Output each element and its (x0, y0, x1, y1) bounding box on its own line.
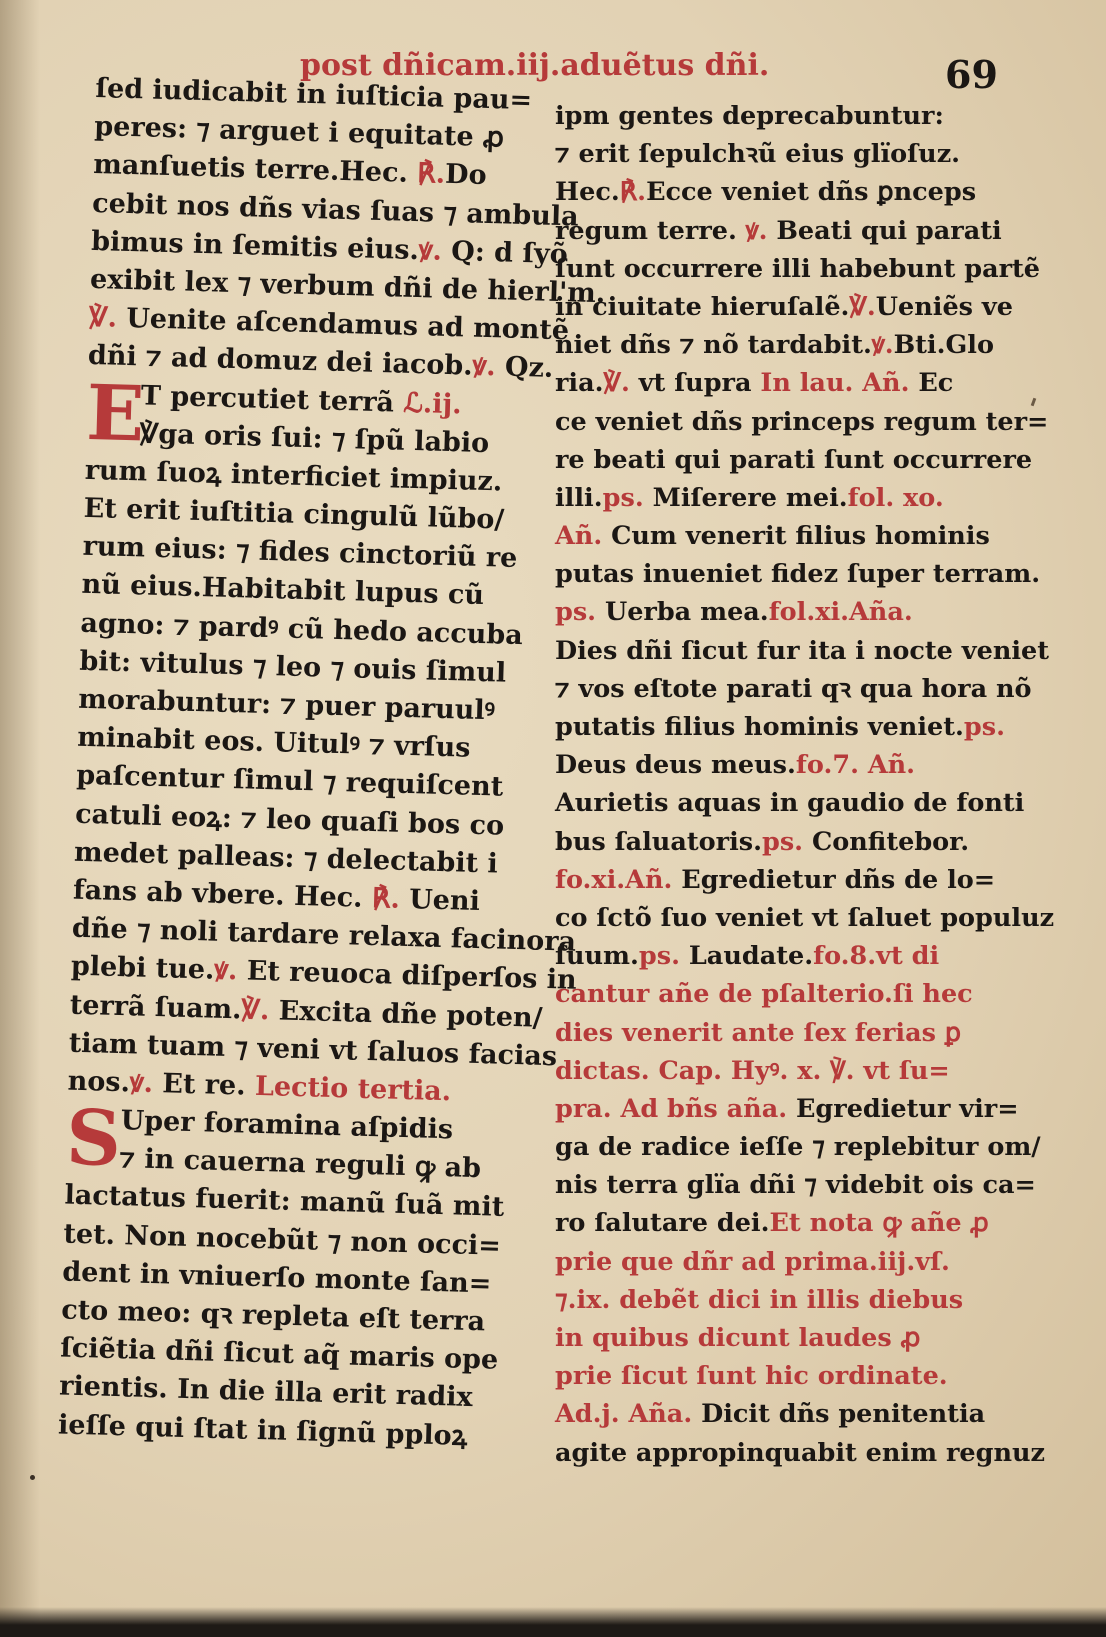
rubric-text: ℣. (603, 368, 630, 399)
body-text: tiam tuam ⁊ veni vt ſaluos facias (68, 1027, 558, 1072)
folio-number: 69 (945, 52, 998, 97)
text-line (555, 1395, 1005, 1433)
body-text: Et re. (152, 1067, 256, 1102)
body-text: Aurietis aquas in gaudio de fonti (555, 788, 1025, 819)
body-text: Dicit dñs penitentia (692, 1399, 986, 1430)
rubric-text: pra. Ad bñs aña. (555, 1093, 788, 1124)
body-text: regum terre. (555, 215, 746, 246)
rubric-text: ℟. (371, 882, 401, 915)
rubric-text: ℟. (416, 158, 446, 191)
rubric-text: Añ. (555, 521, 603, 552)
rubric-text: ps. (555, 597, 597, 628)
rubric-text: ℟. (619, 177, 647, 208)
body-text: Miſerere mei. (643, 482, 848, 513)
body-text: minabit eos. Uitulꝰ ⁊ vrſus (76, 721, 471, 764)
text-line (555, 632, 1050, 670)
text-line (555, 135, 1005, 173)
text-line (555, 1128, 1041, 1166)
body-text: ſed iudicabit in iuſticia pau= (95, 72, 533, 117)
rubric-text: dictas. Cap. Hyꝰ. x. ℣. vt ſu= (555, 1055, 950, 1086)
text-line (555, 97, 1005, 135)
body-text: ria. (555, 368, 604, 399)
body-text: ⁊ vos eſtote parati qꝛ qua hora nõ (555, 673, 1032, 704)
body-text: ro ſalutare dei. (555, 1208, 770, 1239)
text-line (555, 1434, 1046, 1472)
text-line (555, 746, 1005, 784)
text-line (555, 479, 1005, 517)
ink-speck (30, 1475, 35, 1480)
body-text: agite appropinquabit enim regnuz (555, 1437, 1046, 1468)
rubric-text: fo.xi.Añ. (555, 864, 673, 895)
body-text: plebi tue. (70, 950, 215, 986)
rubric-text: ℣. (241, 993, 270, 1026)
rubric-text: ℣. (849, 291, 876, 322)
rubric-text: in quibus dicunt laudes ꝓ (555, 1323, 921, 1353)
body-text: tet. Non nocebũt ⁊ non occi= (63, 1218, 502, 1262)
body-text: nis terra glïa dñi ⁊ videbit ois ca= (555, 1170, 1036, 1201)
body-text: Dies dñi ſicut fur ita i nocte veniet (555, 635, 1050, 666)
body-text: re beati qui parati ſunt occurrere (555, 444, 1033, 475)
body-text: paſcentur ſimul ⁊ requiſcent (75, 760, 504, 804)
running-title: post dñicam.iij.aduẽtus dñi. (300, 48, 770, 83)
rubric-text: fol.xi.Aña. (768, 597, 913, 628)
text-line (555, 555, 1041, 593)
body-text: Laudate. (680, 941, 814, 972)
body-text: morabuntur: ⁊ puer paruulꝰ (77, 683, 496, 727)
body-text: Confitebor. (803, 826, 970, 857)
body-text: rientis. In die illa erit radix (58, 1370, 474, 1414)
rubric-text: In lau. Añ. (760, 368, 910, 399)
body-text: vt ſupra (629, 368, 761, 399)
body-text: Beati qui parati (767, 215, 1002, 246)
body-text: lactatus fuerit: manũ ſuã mit (64, 1180, 505, 1224)
text-line (555, 517, 1005, 555)
body-text: peres: ⁊ arguet i equitate ꝓ (93, 111, 505, 154)
rubric-text: ℣. (88, 302, 118, 334)
body-text: medet palleas: ⁊ delectabit i (73, 836, 499, 880)
rubric-text: ꝟ. (129, 1067, 154, 1099)
body-text: putatis filius hominis veniet. (555, 712, 964, 742)
body-text: Ueniẽs ve (875, 291, 1013, 322)
body-text: rum eius: ⁊ fides cinctoriũ re (82, 531, 518, 575)
text-line (555, 593, 1005, 631)
rubric-text: prie que dñr ad prima.iij.vſ. (555, 1246, 950, 1277)
text-line (555, 403, 1049, 441)
text-line (555, 1052, 1005, 1090)
body-text: co ſctõ ſuo veniet vt ſaluet populuz (555, 902, 1055, 933)
body-text: ce veniet dñs princeps regum ter= (555, 406, 1049, 437)
rubric-text: dies venerit ante ſex ferias ꝑ (555, 1017, 962, 1048)
body-text: Ec (909, 368, 954, 399)
text-line (555, 784, 1025, 822)
body-text: cto meo: qꝛ repleta eſt terra (60, 1294, 486, 1338)
text-line (555, 173, 1005, 211)
margin-mark (1031, 398, 1037, 407)
body-text: ⁊ erit ſepulchꝛũ eius glïoſuz. (555, 139, 961, 170)
body-text: Ecce veniet dñs ꝑnceps (646, 177, 977, 208)
body-text: rum ſuoꝝ interficiet impiuz. (84, 454, 503, 498)
body-text: ſciẽtia dñi ſicut aq̃ maris ope (59, 1332, 499, 1376)
body-text: Ueni (399, 883, 481, 917)
rubric-text: ps. (963, 712, 1005, 742)
rubric-text: ꝟ. (472, 350, 497, 383)
rubric-text: Ad.j. Aña. (555, 1399, 693, 1430)
text-line (555, 212, 1005, 250)
body-text: Deus deus meus. (555, 750, 796, 781)
text-line (555, 1243, 1005, 1281)
text-line (555, 861, 1005, 899)
rubric-text: prie ſicut ſunt hic ordinate. (555, 1361, 948, 1392)
rubric-text: ps. (638, 941, 680, 972)
body-text: in ciuitate hieruſalẽ. (555, 291, 850, 322)
body-text: Uper foramina aſpidis (120, 1105, 454, 1146)
text-line (555, 899, 1055, 937)
body-text: niet dñs ⁊ nõ tardabit. (555, 330, 872, 361)
body-text: Excita dñe poten/ (268, 994, 543, 1034)
body-text: terrã ſuam. (69, 989, 242, 1025)
text-line (555, 708, 1005, 746)
page-bottom-edge (0, 1607, 1106, 1637)
body-text: Qz. (495, 351, 554, 385)
text-line (555, 823, 1005, 861)
body-text: agno: ⁊ pardꝰ cũ hedo accuba (80, 607, 524, 651)
rubric-text: cantur añe de pſalterio.ſi hec (555, 979, 973, 1010)
body-text: Uerba mea. (596, 597, 769, 628)
rubric-text: ꝟ. (418, 234, 443, 267)
body-text: ⁊ in cauerna reguli ꝙ ab (119, 1143, 482, 1185)
body-text: dent in vniuerſo monte ſan= (61, 1256, 492, 1300)
rubric-text: fo.7. Añ. (795, 750, 916, 781)
rubricated-initial: E (85, 367, 146, 458)
body-text: catuli eoꝝ: ⁊ leo quaſi bos co (74, 798, 505, 842)
text-line (555, 326, 1005, 364)
rubric-text: ꝟ. (214, 954, 238, 987)
body-text: Bti.Glo (893, 330, 994, 361)
text-line (555, 1281, 1005, 1319)
body-text: Do (444, 159, 488, 192)
body-text: cebit nos dñs vias ſuas ⁊ ambula (91, 187, 580, 233)
body-text: nũ eius.Habitabit lupus cũ (81, 569, 485, 612)
rubric-text: ⁊.ix. debẽt dici in illis diebus (555, 1284, 964, 1315)
text-line (555, 937, 1005, 975)
gutter-shadow (0, 0, 40, 1637)
text-line (555, 975, 1005, 1013)
text-line (555, 1166, 1036, 1204)
body-text: nos. (67, 1065, 131, 1099)
rubric-text: ℒ.ij. (403, 387, 463, 420)
body-text: ſunt occurrere illi habebunt partẽ (555, 253, 1041, 284)
body-text: ℣ga oris ſui: ⁊ ſpũ labio (139, 418, 490, 459)
body-text: Cum venerit filius hominis (602, 521, 990, 552)
text-line (555, 288, 1013, 326)
body-text: Hec. (555, 177, 620, 208)
body-text: Egredietur vir= (787, 1093, 1019, 1124)
text-line (555, 1204, 1005, 1242)
body-text: illi. (555, 482, 603, 513)
body-text: manſuetis terre.Hec. (92, 149, 418, 190)
body-text: ſuum. (555, 941, 639, 972)
text-line (555, 1014, 1005, 1052)
rubric-text: fo.8.vt di (813, 941, 940, 972)
rubricated-initial: S (64, 1092, 123, 1184)
rubric-text: ꝟ. (745, 215, 768, 246)
text-line (555, 364, 1005, 402)
body-text: Q: d ſyõ (441, 235, 569, 270)
rubric-text: ꝟ. (871, 330, 894, 361)
body-text: bit: vitulus ⁊ leo ⁊ ouis ſimul (79, 645, 507, 689)
body-text: Egredietur dñs de lo= (672, 864, 996, 895)
body-text: ieſſe qui ſtat in ſignũ pploꝝ (57, 1409, 468, 1452)
body-text: bus ſaluatoris. (555, 826, 762, 857)
text-line (555, 441, 1033, 479)
body-text: fans ab vbere. Hec. (72, 874, 373, 914)
right-column (555, 97, 1055, 1472)
body-text: Et erit iuſtitia cingulũ lũbo/ (83, 492, 505, 536)
rubric-text: Et nota ꝙ añe ꝓ (769, 1208, 989, 1239)
text-line (555, 1090, 1019, 1128)
body-text: putas inueniet fidez ſuper terram. (555, 559, 1041, 590)
text-line (555, 670, 1032, 708)
body-text: ga de radice ieſſe ⁊ replebitur om/ (555, 1132, 1041, 1163)
rubric-text: ps. (762, 826, 804, 857)
rubric-text: ps. (602, 482, 644, 513)
text-line (555, 250, 1041, 288)
body-text: exibit lex ⁊ verbum dñi de hierl'm. (89, 263, 606, 310)
body-text: Uenite aſcendamus ad montẽ (116, 302, 570, 347)
rubric-text: Lectio tertia. (254, 1070, 452, 1108)
body-text: dñi ⁊ ad domuz dei iacob. (87, 340, 474, 382)
text-line (555, 1319, 1005, 1357)
body-text: T percutiet terrã (140, 379, 404, 419)
body-text: bimus in ſemitis eius. (90, 225, 420, 266)
body-text: dñe ⁊ noli tardare relaxa facinora (71, 912, 577, 958)
body-text: Et reuoca diſperſos in (236, 955, 578, 997)
rubric-text: fol. xo. (847, 482, 944, 513)
body-text: ipm gentes deprecabuntur: (555, 101, 944, 131)
text-line (555, 1357, 1005, 1395)
